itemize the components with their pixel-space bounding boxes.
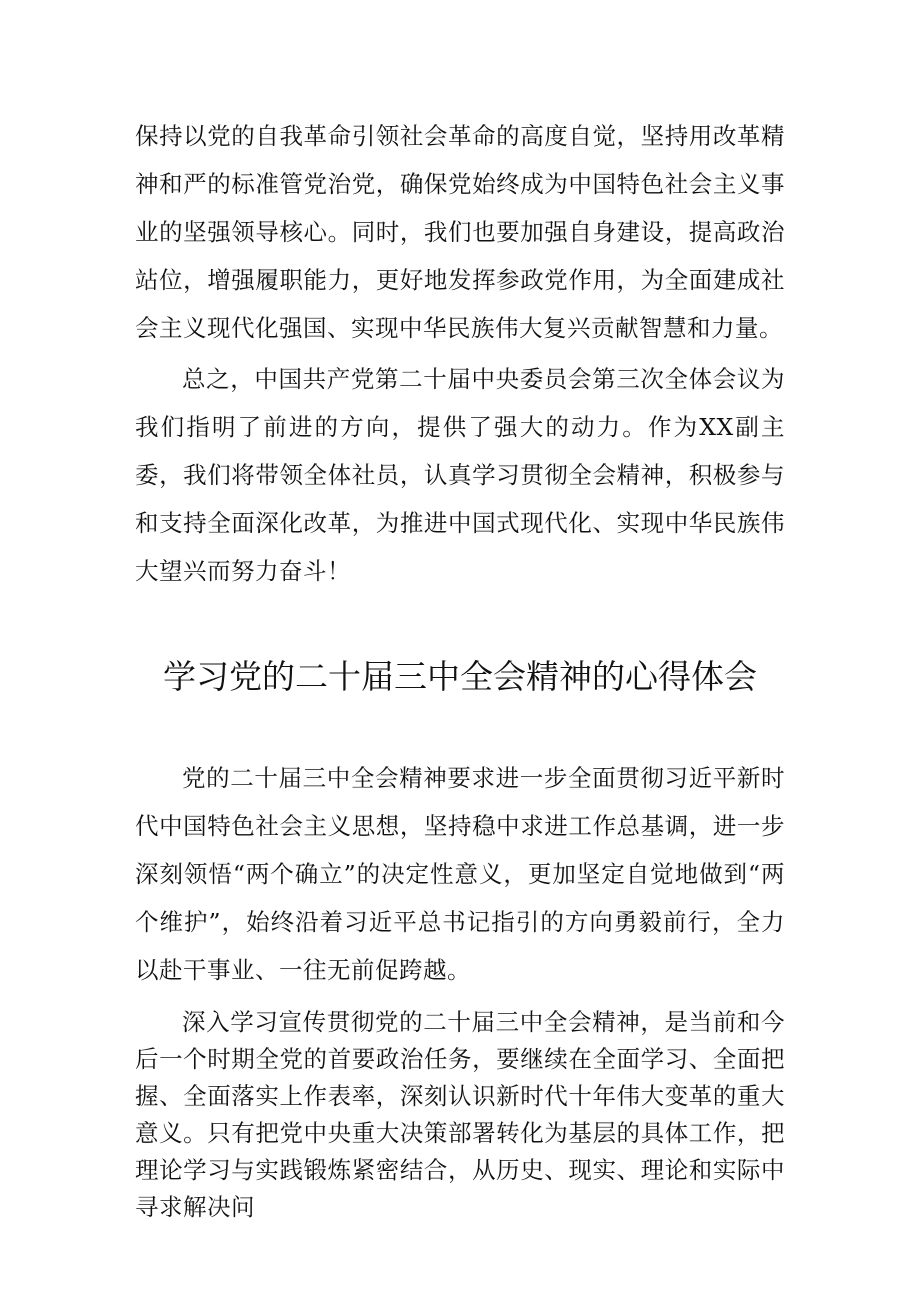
paragraph-intro: 党的二十届三中全会精神要求进一步全面贯彻习近平新时代中国特色社会主义思想，坚持稳中求进工作总基调，进一步深刻领悟“两个确立”的决定性意义，更加坚定自觉地做到“两个维护”，始终沿着习近平总书记指引的方向勇毅前行，全力以赴干事业、一往无前促跨越。 [135, 764, 785, 984]
paragraph-body: 深入学习宣传贯彻党的二十届三中全会精神，是当前和今后一个时期全党的首要政治任务，要继续在全面学习、全面把握、全面落实上作表率，深刻认识新时代十年伟大变革的重大意义。只有把党中央重大决策部署转化为基层的具体工作，把理论学习与实践锻炼紧密结合，从历史、现实、理论和实际中寻求解决问 [135, 1008, 785, 1221]
paragraph-conclusion: 总之，中国共产党第二十届中央委员会第三次全体会议为我们指明了前进的方向，提供了强大的动力。作为XX副主委，我们将带领全体社员，认真学习贯彻全会精神，积极参与和支持全面深化改革，为推进中国式现代化、实现中华民族伟大望兴而努力奋斗！ [135, 365, 785, 585]
paragraph-continuation: 保持以党的自我革命引领社会革命的高度自觉，坚持用改革精神和严的标准管党治党，确保党始终成为中国特色社会主义事业的坚强领导核心。同时，我们也要加强自身建设，提高政治站位，增强履职能力，更好地发挥参政党作用，为全面建成社会主义现代化强国、实现中华民族伟大复兴贡献智慧和力量。 [135, 122, 785, 342]
article-heading: 学习党的二十届三中全会精神的心得体会 [163, 657, 757, 696]
